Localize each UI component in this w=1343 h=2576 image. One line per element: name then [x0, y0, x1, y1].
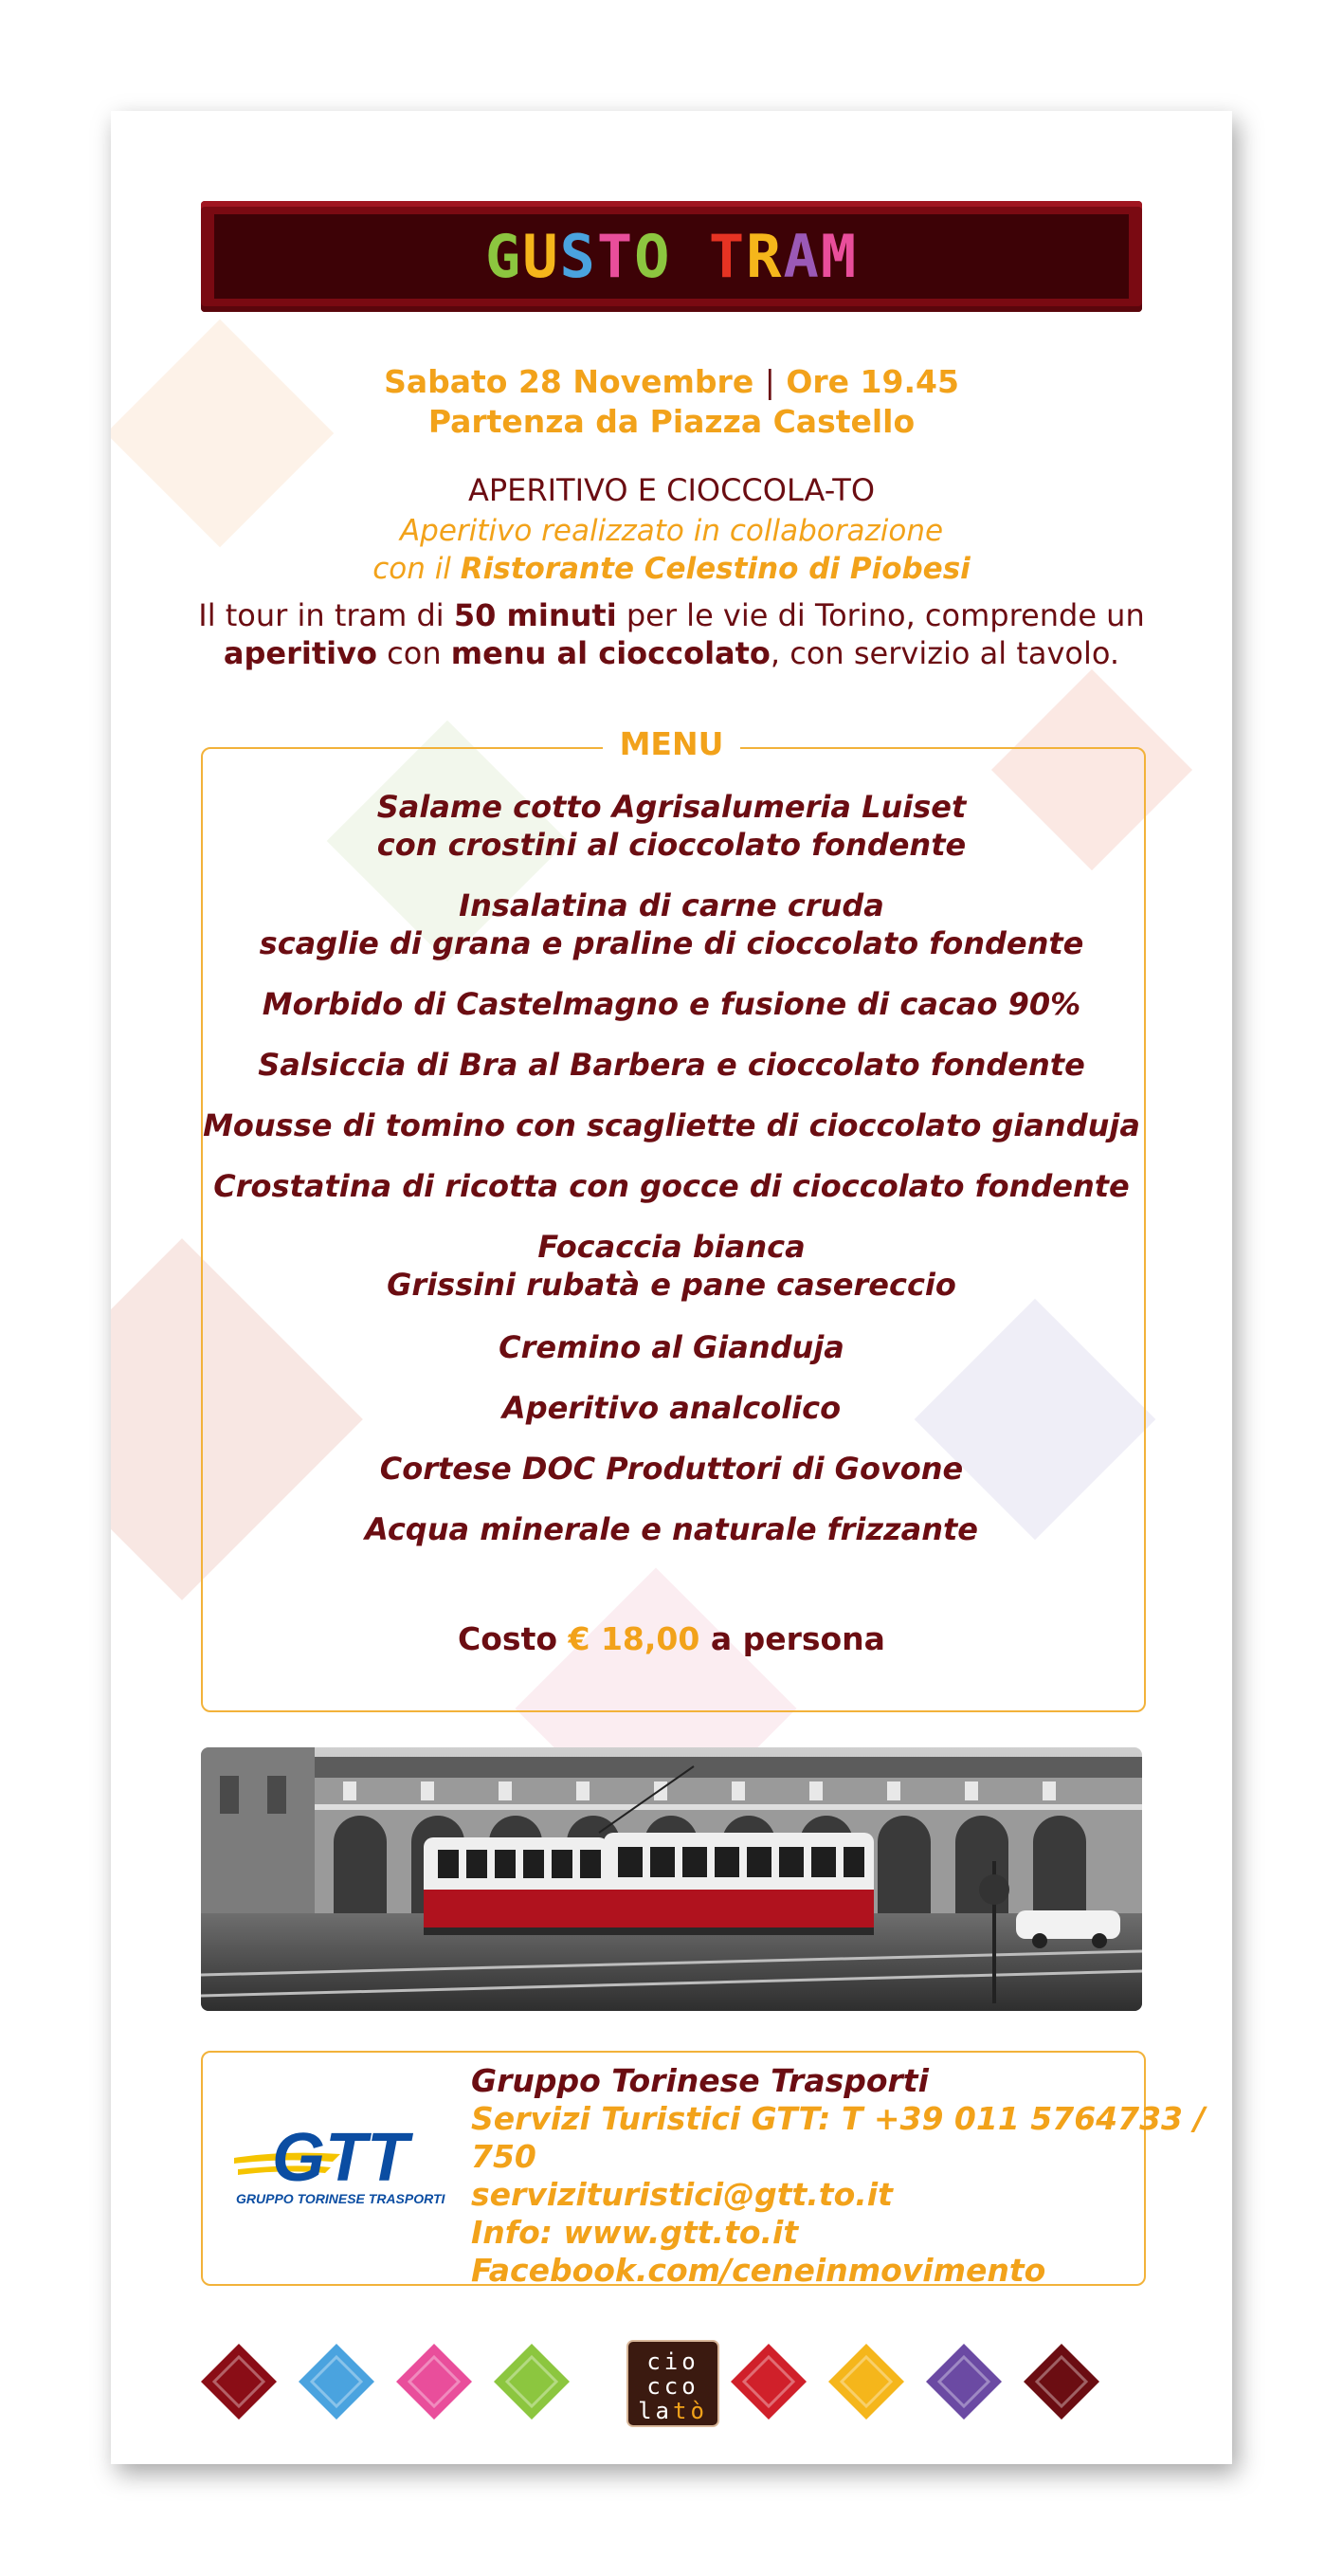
chocolate-chip-icon: [299, 2344, 374, 2420]
menu-item-line: Acqua minerale e naturale frizzante: [365, 1511, 978, 1547]
logo-letter: [672, 222, 709, 291]
menu-label: MENU: [603, 725, 741, 762]
gtt-logo-caption: GRUPPO TORINESE TRASPORTI: [236, 2191, 445, 2206]
gtt-logo: [227, 2116, 473, 2211]
contact-website[interactable]: Info: www.gtt.to.it: [471, 2214, 799, 2251]
chocolate-chip-icon: [1024, 2344, 1099, 2420]
menu-item-line: scaglie di grana e praline di cioccolato fondente: [259, 925, 1084, 961]
menu-item-line: Crostatina di ricotta con gocce di cioccolato fondente: [213, 1168, 1130, 1204]
contact-name: Gruppo Torinese Trasporti: [471, 2062, 929, 2099]
price-suffix: a persona: [699, 1620, 885, 1657]
menu-item-line: Insalatina di carne cruda: [459, 887, 884, 923]
aperitivo-sub-line1: Aperitivo realizzato in collaborazione: [399, 514, 944, 548]
contact-email[interactable]: servizituristici@gtt.to.it: [471, 2176, 893, 2213]
tram-photo: [201, 1747, 1142, 2011]
event-separator: |: [764, 363, 775, 400]
menu-item: [201, 1046, 1142, 1084]
intro-paragraph: [187, 596, 1156, 672]
menu-item-line: Morbido di Castelmagno e fusione di cacao 90%: [262, 986, 1081, 1022]
logo-letter: S: [559, 222, 597, 291]
logo-letter: T: [708, 222, 747, 291]
aperitivo-title: APERITIVO E CIOCCOLA-TO: [467, 472, 876, 508]
intro-text: per le vie di Torino, comprende un: [616, 597, 1145, 633]
logo-letter: M: [820, 222, 859, 291]
menu-item: [201, 788, 1142, 864]
menu-item-line: Cortese DOC Produttori di Govone: [379, 1451, 964, 1487]
event-departure: Partenza da Piazza Castello: [427, 403, 916, 440]
chocolate-chips-row: [201, 2339, 1142, 2443]
menu-item: [201, 1167, 1142, 1205]
cioccolato-logo-text: latò: [638, 2398, 708, 2424]
gtt-logo-mark: [227, 2116, 473, 2211]
gusto-tram-logo: [485, 222, 858, 291]
gtt-logo-text: GTT: [272, 2120, 408, 2196]
intro-menu: menu al cioccolato: [450, 635, 771, 671]
contact-phone: Servizi Turistici GTT: T +39 011 5764733 / 750: [471, 2100, 1206, 2175]
intro-aperitivo: aperitivo: [223, 635, 377, 671]
menu-item: [201, 1106, 1142, 1144]
event-time: Ore 19.45: [786, 363, 959, 400]
flyer-sheet: [111, 111, 1232, 2464]
chocolate-chip-icon: [731, 2344, 807, 2420]
menu-item-line: Mousse di tomino con scagliette di cioccolato gianduja: [203, 1107, 1140, 1143]
menu-list: [201, 788, 1142, 1548]
menu-item-line: Aperitivo analcolico: [501, 1390, 842, 1426]
logo-letter: O: [634, 222, 672, 291]
menu-item-line: con crostini al cioccolato fondente: [376, 827, 967, 863]
menu-item: [201, 1510, 1142, 1548]
chocolate-chip-icon: [494, 2344, 570, 2420]
aperitivo-restaurant: Ristorante Celestino di Piobesi: [460, 552, 971, 586]
menu-item-line: Salame cotto Agrisalumeria Luiset: [376, 789, 967, 825]
contact-facebook[interactable]: Facebook.com/ceneinmovimento: [471, 2252, 1046, 2289]
cioccolato-logo: [627, 2341, 718, 2426]
chocolate-chip-icon: [201, 2344, 277, 2420]
logo-letter: R: [746, 222, 784, 291]
menu-item: [201, 1328, 1142, 1366]
event-info: [187, 362, 1156, 442]
aperitivo-subtitle: [187, 512, 1156, 588]
intro-text: con: [376, 635, 451, 671]
event-date: Sabato 28 Novembre: [384, 363, 754, 400]
menu-item-line: Focaccia bianca: [537, 1229, 806, 1265]
menu-item: [201, 886, 1142, 962]
menu-item: [201, 1389, 1142, 1427]
menu-heading: [111, 725, 1232, 762]
price: [201, 1620, 1142, 1657]
intro-text: Il tour in tram di: [198, 597, 454, 633]
chocolate-chips: [201, 2339, 1142, 2443]
logo-letter: A: [783, 222, 821, 291]
price-value: € 18,00: [568, 1620, 700, 1657]
aperitivo-sub-prefix: con il: [372, 552, 461, 586]
price-prefix: Costo: [458, 1620, 569, 1657]
cioccolato-logo-text: cio: [646, 2348, 699, 2375]
chocolate-chip-icon: [926, 2344, 1002, 2420]
menu-item-line: Grissini rubatà e pane casereccio: [387, 1267, 956, 1303]
title-banner: [201, 201, 1142, 312]
logo-letter: T: [596, 222, 635, 291]
menu-item: [201, 985, 1142, 1023]
chocolate-chip-icon: [396, 2344, 472, 2420]
chocolate-chip-icon: [828, 2344, 904, 2420]
menu-item: [201, 1228, 1142, 1304]
cioccolato-logo-text: cco: [646, 2373, 699, 2400]
intro-text: , con servizio al tavolo.: [770, 635, 1120, 671]
tram-photo-illustration: [201, 1747, 1142, 2011]
menu-item-line: Cremino al Gianduja: [499, 1329, 844, 1365]
intro-duration: 50 minuti: [453, 597, 617, 633]
menu-item: [201, 1450, 1142, 1488]
logo-letter: G: [484, 222, 523, 291]
logo-letter: U: [522, 222, 560, 291]
menu-item-line: Salsiccia di Bra al Barbera e cioccolato fondente: [258, 1047, 1085, 1083]
contact-details: [471, 2062, 1232, 2290]
